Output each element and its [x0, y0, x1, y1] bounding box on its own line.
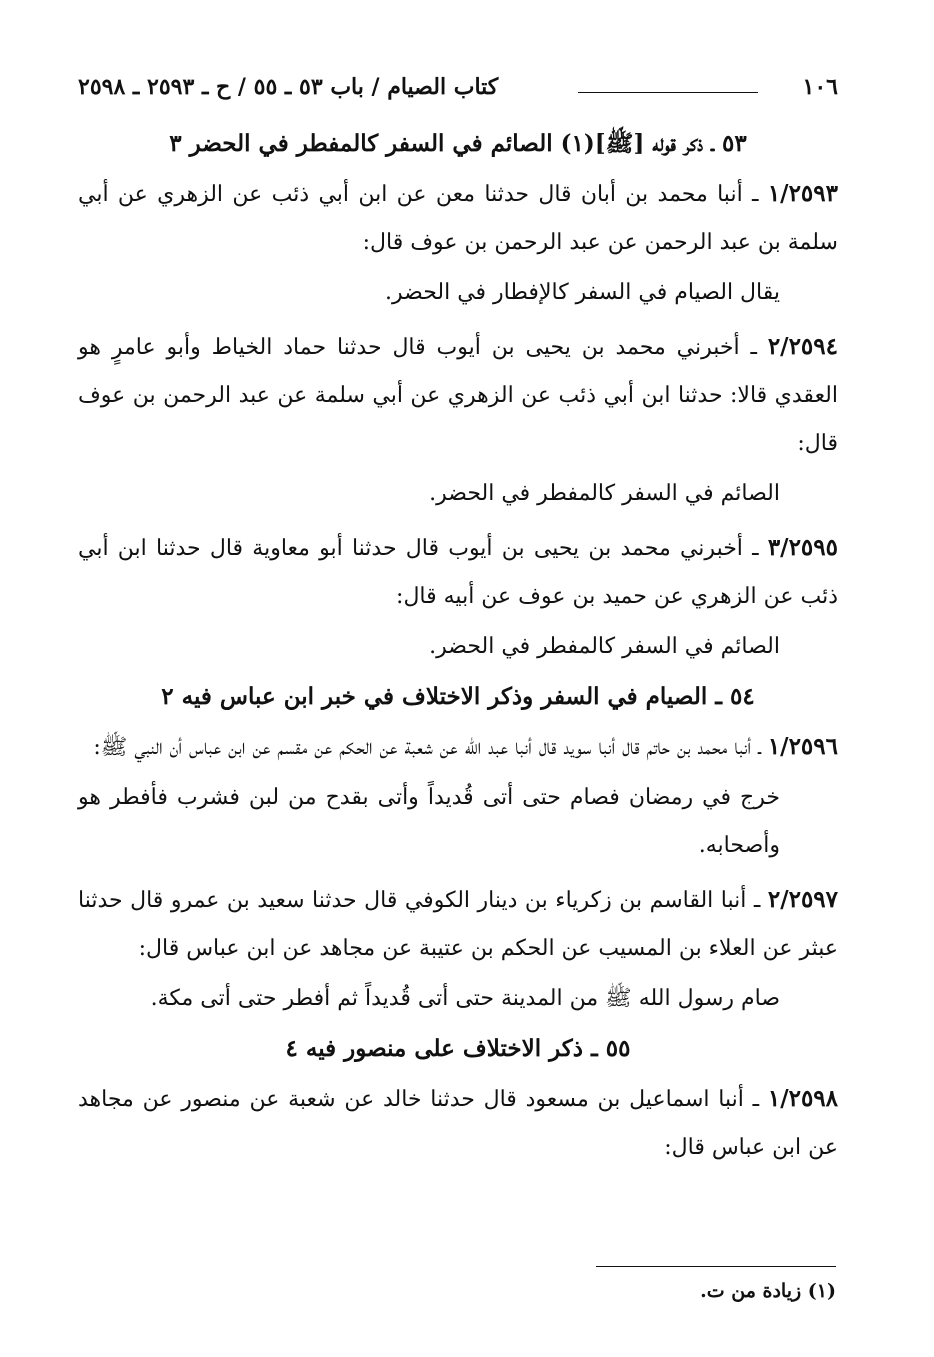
hadith-isnad-text: ـ أنبا محمد بن حاتم قال أنبا سويد قال أنبا عبد الله عن شعبة عن الحكم عن مقسم عن ابن عباس أن النبي ﷺ: — [93, 735, 761, 760]
hadith-isnad-text: ـ أنبا القاسم بن زكرياء بن دينار الكوفي قال حدثنا سعيد بن عمرو قال حدثنا عبثر عن العلاء بن المسيب عن الحكم بن عتيبة عن مجاهد عن ابن عباس قال: — [78, 888, 838, 961]
page-body — [78, 118, 838, 1172]
hadith-isnad-text: ـ أخبرني محمد بن يحيى بن أيوب قال حدثنا حماد الخياط وأبو عامرٍ هو العقدي قالا: حدثنا ابن أبي ذئب عن الزهري عن أبي سلمة عن عبد الرحمن بن عوف قال: — [78, 335, 838, 456]
page-number: ١٠٦ — [802, 74, 838, 100]
footnote-rule — [596, 1266, 836, 1267]
hadith-isnad — [78, 524, 838, 621]
chapter-heading: ٥٥ ـ ذكر الاختلاف على منصور فيه ٤ — [285, 1035, 631, 1062]
hadith-isnad-text: ـ أنبا محمد بن أبان قال حدثنا معن عن ابن أبي ذئب عن الزهري عن أبي سلمة بن عبد الرحمن عن عبد الرحمن بن عوف قال: — [78, 182, 838, 255]
footnote: (١) زيادة من ت. — [700, 1280, 836, 1302]
hadith-isnad — [78, 170, 838, 267]
hadith-matn: يقال الصيام في السفر كالإفطار في الحضر. — [384, 280, 780, 305]
hadith-matn: الصائم في السفر كالمفطر في الحضر. — [429, 634, 780, 659]
hadith-number: ٢/٢٥٩٤ — [767, 333, 838, 360]
hadith-matn: الصائم في السفر كالمفطر في الحضر. — [429, 481, 780, 506]
hadith-matn: صام رسول الله ﷺ من المدينة حتى أتى قُديداً ثم أفطر حتى أتى مكة. — [150, 986, 780, 1011]
hadith-isnad-text: ـ أخبرني محمد بن يحيى بن أيوب قال حدثنا أبو معاوية قال حدثنا ابن أبي ذئب عن الزهري عن حميد بن عوف عن أبيه قال: — [78, 536, 838, 609]
hadith-isnad-text: ـ أنبا اسماعيل بن مسعود قال حدثنا خالد عن شعبة عن منصور عن مجاهد عن ابن عباس قال: — [78, 1087, 838, 1160]
chapter-heading: ٥٤ ـ الصيام في السفر وذكر الاختلاف في خبر ابن عباس فيه ٢ — [161, 683, 755, 710]
header-rule — [578, 92, 758, 93]
hadith-number: ٢/٢٥٩٧ — [767, 886, 839, 913]
hadith-isnad — [78, 723, 838, 772]
hadith-number: ١/٢٥٩٦ — [767, 733, 838, 760]
hadith-number: ١/٢٥٩٣ — [767, 180, 838, 207]
hadith-isnad — [78, 323, 838, 468]
chapter-heading: ٥٣ ـ ذكر قوله [ﷺ](١) الصائم في السفر كالمفطر في الحضر ٣ — [169, 130, 747, 157]
hadith-isnad — [78, 876, 838, 973]
page-header — [78, 74, 838, 108]
hadith-matn: خرج في رمضان فصام حتى أتى قُديداً وأتى بقدح من لبن فشرب فأفطر هو وأصحابه. — [78, 785, 780, 858]
running-title: كتاب الصيام / باب ٥٣ ـ ٥٥ / ح ـ ٢٥٩٣ ـ ٢٥٩٨ — [78, 74, 499, 100]
hadith-number: ٣/٢٥٩٥ — [767, 534, 838, 561]
hadith-number: ١/٢٥٩٨ — [767, 1085, 839, 1112]
hadith-isnad — [78, 1075, 838, 1172]
